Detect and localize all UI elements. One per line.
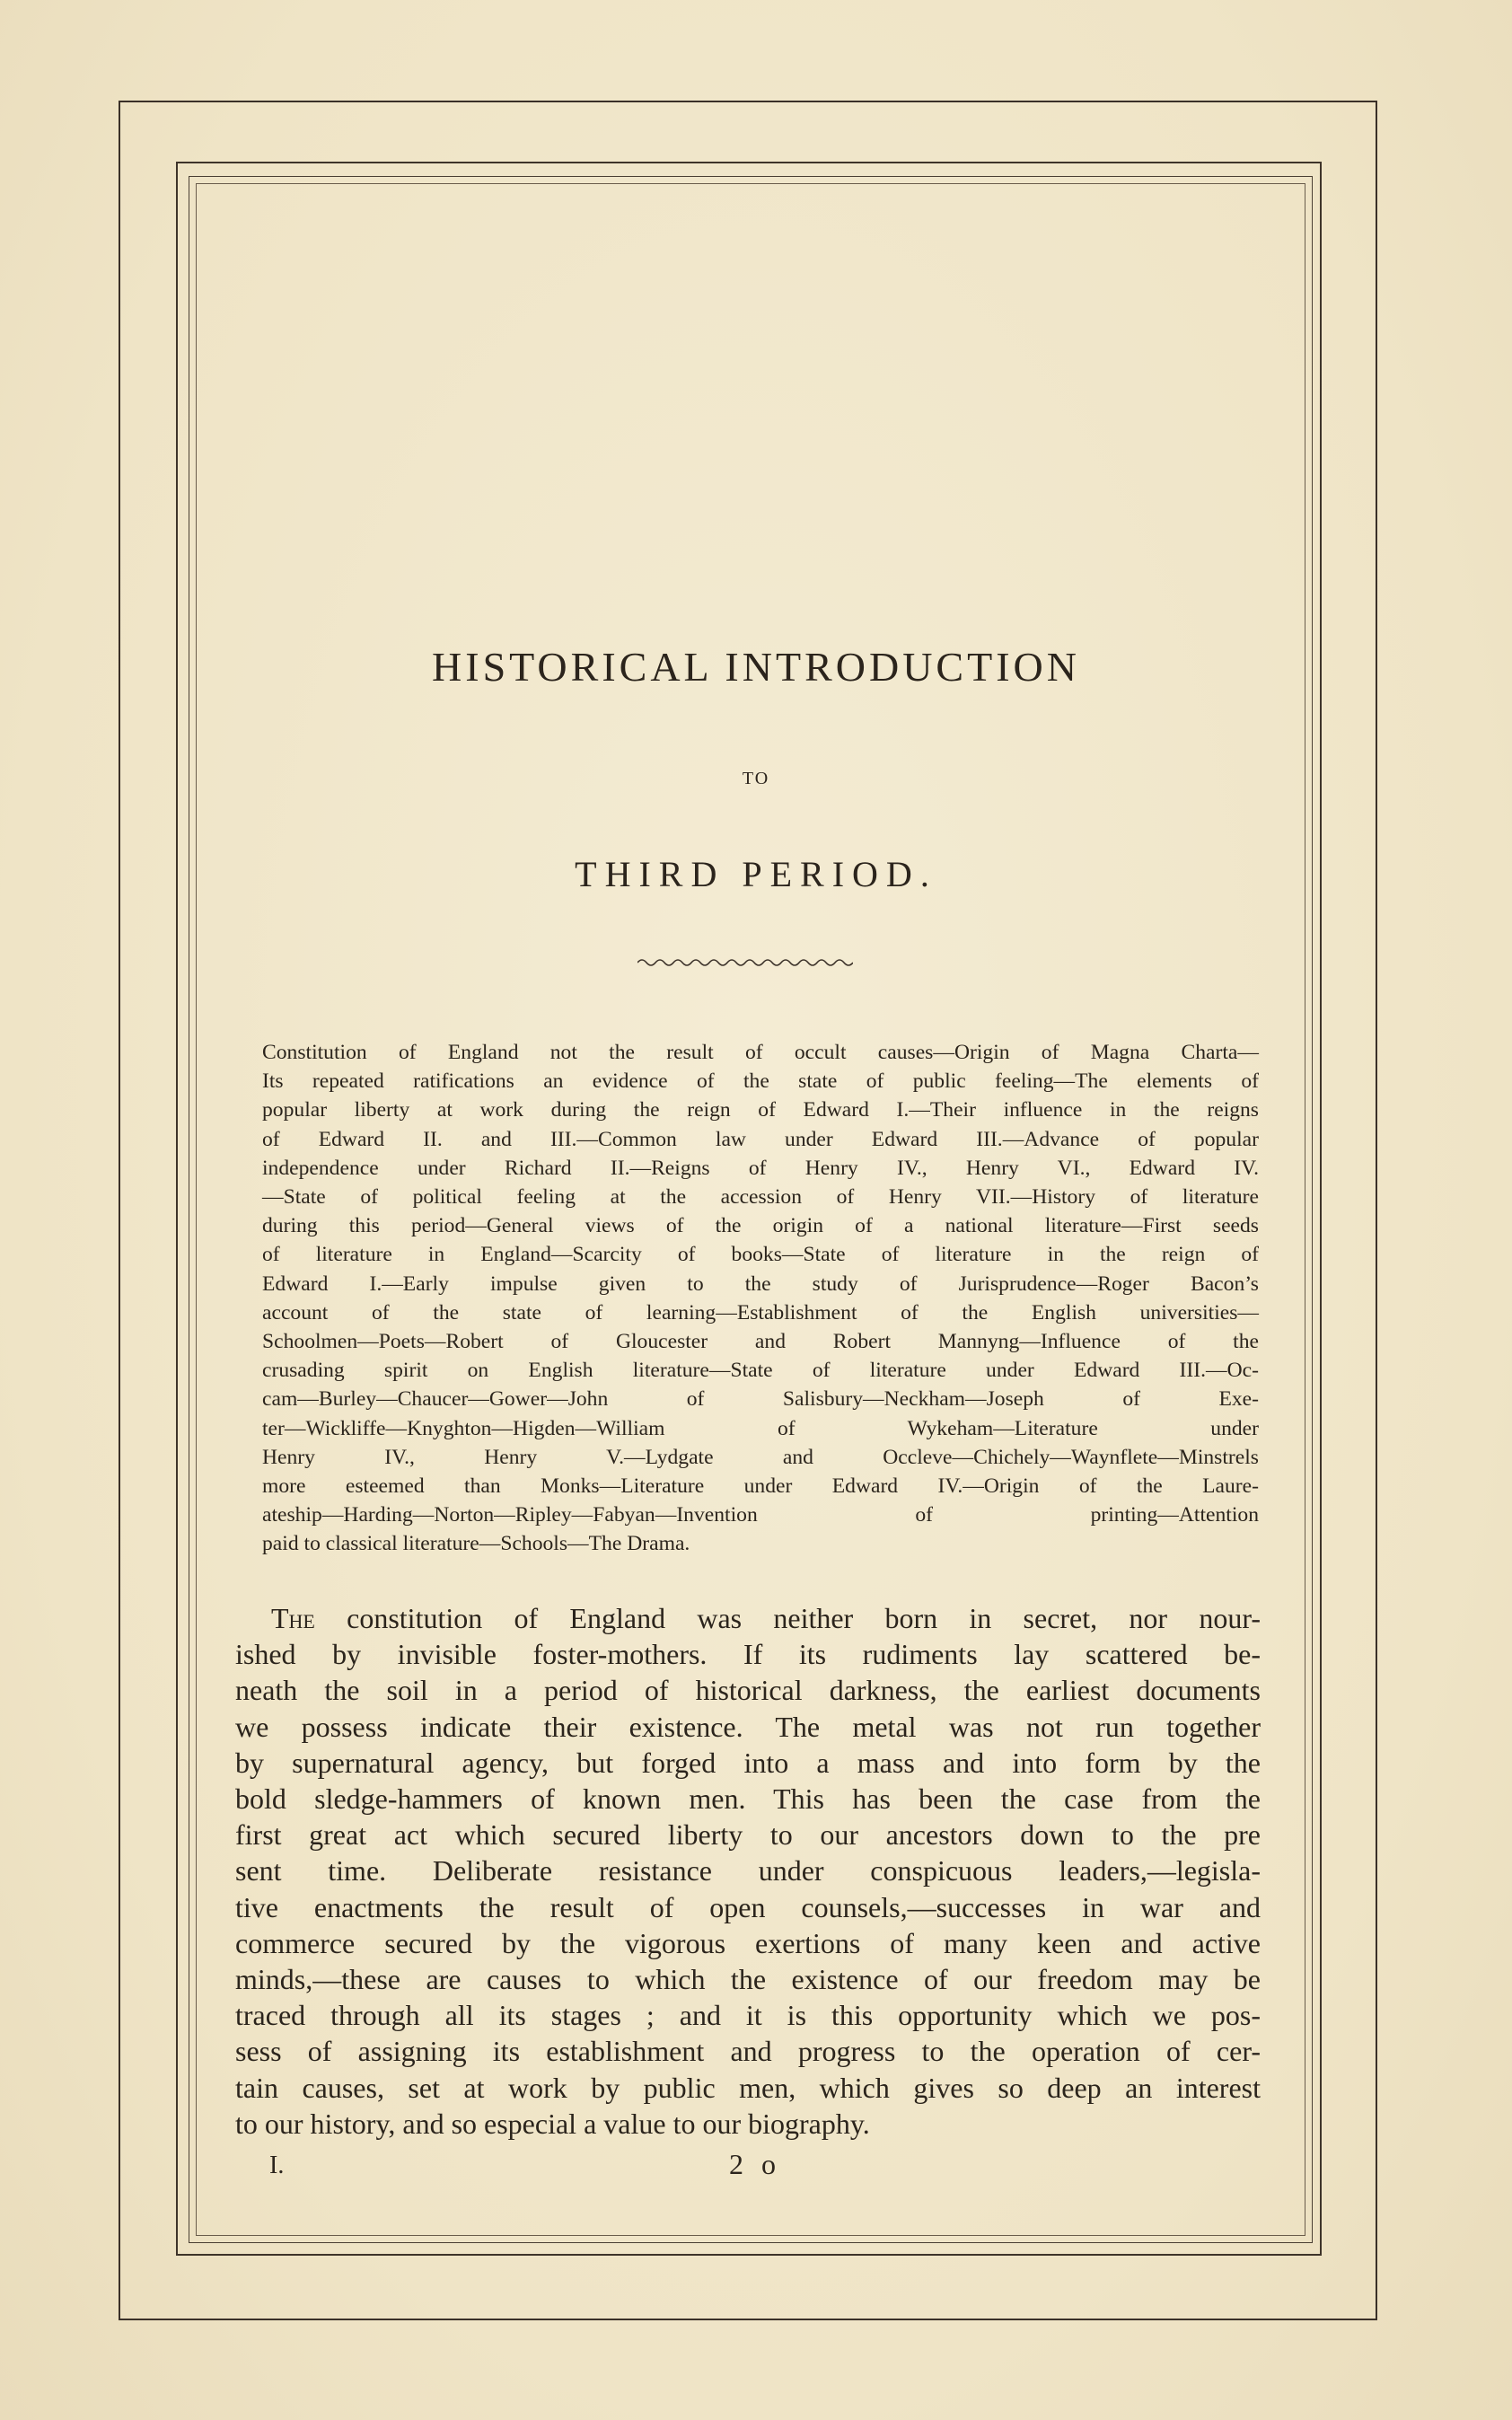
body-line: minds,—these are causes to which the existence of our freedom may be [235,1963,1261,1996]
body-line: to our history, and so especial a value to our biography. [235,2107,870,2140]
outer-rule-right [1376,101,1377,2319]
synopsis-line: cam—Burley—Chaucer—Gower—John of Salisbury—Neckham—Joseph of Exe- [262,1387,1259,1412]
body-line: by supernatural agency, but forged into a mass and into form by the [235,1746,1261,1779]
synopsis-line: during this period—General views of the origin of a national literature—First seeds [262,1214,1259,1238]
body-line: tain causes, set at work by public men, which gives so deep an interest [235,2071,1261,2104]
body-line: sess of assigning its establishment and progress to the operation of cer- [235,2035,1261,2068]
synopsis-line: crusading spirit on English literature—State of literature under Edward III.—Oc- [262,1359,1259,1383]
synopsis-line: Edward I.—Early impulse given to the study of Jurisprudence—Roger Bacon’s [262,1272,1259,1296]
body-line-text: constitution of England was neither born in secret, nor nour- [314,1602,1261,1634]
synopsis-line: paid to classical literature—Schools—The Drama. [262,1532,690,1556]
synopsis-line: Constitution of England not the result of occult causes—Origin of Magna Charta— [262,1041,1259,1064]
synopsis-line: popular liberty at work during the reign of Edward I.—Their influence in the reigns [262,1098,1259,1122]
synopsis-line: account of the state of learning—Establishment of the English universities— [262,1300,1259,1324]
synopsis-line: —State of political feeling at the accession of Henry VII.—History of literature [262,1185,1259,1210]
body-line: sent time. Deliberate resistance under conspicuous leaders,—legisla- [235,1854,1261,1888]
body-paragraph [235,1600,1261,2142]
title-connector: TO [742,769,770,788]
synopsis-line: ter—Wickliffe—Knyghton—Higden—William of Wykeham—Literature under [262,1416,1259,1440]
volume-number: I. [269,2152,285,2179]
chapter-title: HISTORICAL INTRODUCTION [432,644,1080,690]
outer-rule-bottom [119,2319,1377,2320]
outer-rule-left [119,101,120,2319]
body-line: commerce secured by the vigorous exertions of many keen and active [235,1926,1261,1959]
body-line [235,1600,1261,1636]
body-line: tive enactments the result of open counsels,—successes in war and [235,1890,1261,1923]
synopsis-line: Schoolmen—Poets—Robert of Gloucester and Robert Mannyng—Influence of the [262,1330,1259,1354]
chapter-subtitle: THIRD PERIOD. [575,854,937,894]
body-lead-word: The [271,1602,315,1634]
synopsis-line: of Edward II. and III.—Common law under Edward III.—Advance of popular [262,1127,1259,1151]
body-line: we possess indicate their existence. The metal was not run together [235,1710,1261,1743]
signature-mark: 2 o [729,2148,781,2180]
synopsis-line: Henry IV., Henry V.—Lydgate and Occleve—Chichely—Waynflete—Minstrels [262,1445,1259,1469]
body-line: ished by invisible foster-mothers. If its rudiments lay scattered be- [235,1638,1261,1671]
body-line: traced through all its stages ; and it is this opportunity which we pos- [235,1999,1261,2032]
outer-rule-top [119,101,1376,102]
synopsis-line: independence under Richard II.—Reigns of Henry IV., Henry VI., Edward IV. [262,1156,1259,1180]
chapter-synopsis [262,1038,1259,1559]
synopsis-line: more esteemed than Monks—Literature under Edward IV.—Origin of the Laure- [262,1474,1259,1499]
wavy-ornament-divider [637,955,853,970]
body-line: neath the soil in a period of historical darkness, the earliest documents [235,1674,1261,1707]
synopsis-line: ateship—Harding—Norton—Ripley—Fabyan—Invention of printing—Attention [262,1503,1259,1527]
synopsis-line: of literature in England—Scarcity of books—State of literature in the reign of [262,1243,1259,1267]
body-line: bold sledge-hammers of known men. This has been the case from the [235,1782,1261,1816]
body-line: first great act which secured liberty to our ancestors down to the pre [235,1818,1261,1852]
synopsis-line: Its repeated ratifications an evidence of the state of public feeling—The elements of [262,1069,1259,1094]
